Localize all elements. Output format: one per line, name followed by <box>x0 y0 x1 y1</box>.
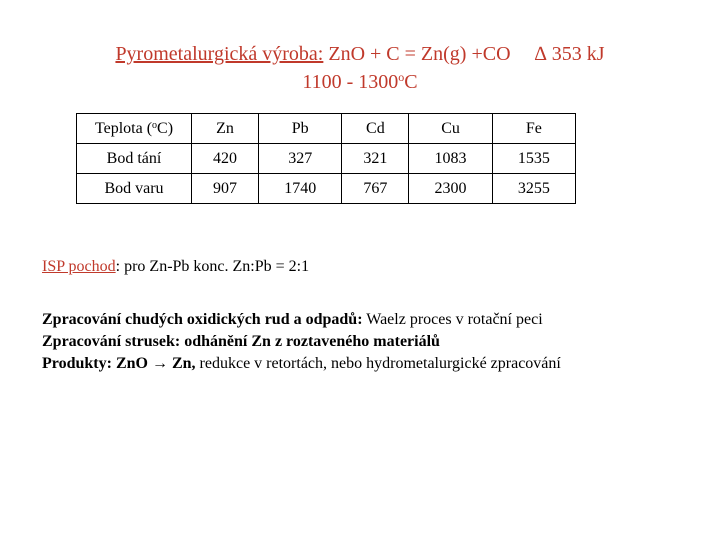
table-header-cell: Pb <box>259 114 342 144</box>
table-cell: 1535 <box>492 144 575 174</box>
table-row <box>77 144 576 174</box>
table-cell: 327 <box>259 144 342 174</box>
isp-process-line <box>42 258 309 276</box>
table-cell: 321 <box>342 144 409 174</box>
table-header-cell: Fe <box>492 114 575 144</box>
processing-line-1-bold: Zpracování chudých oxidických rud a odpadů: <box>42 311 363 328</box>
processing-line-2 <box>42 331 561 353</box>
table-row <box>77 174 576 204</box>
isp-colon: : <box>115 258 121 275</box>
table-row-label: Bod tání <box>77 144 192 174</box>
table-cell: 3255 <box>492 174 575 204</box>
isp-text: pro Zn-Pb konc. Zn:Pb = 2:1 <box>120 258 310 275</box>
table-header-cell: Cd <box>342 114 409 144</box>
processing-line-3 <box>42 353 561 375</box>
title-reaction: ZnO + C = Zn(g) +CO <box>328 43 511 65</box>
processing-line-1 <box>42 309 561 331</box>
title-delta: ∆ 353 kJ <box>534 43 605 65</box>
table-cell: 2300 <box>409 174 492 204</box>
processing-line-1-text: Waelz proces v rotační peci <box>362 311 543 328</box>
title-degree: o <box>398 70 405 84</box>
processing-block <box>42 309 561 375</box>
processing-line-2-bold: Zpracování strusek: odhánění Zn z roztaveného materiálů <box>42 333 440 350</box>
title-line-1 <box>0 40 720 68</box>
table-cell: 420 <box>192 144 259 174</box>
table-header-cell: Zn <box>192 114 259 144</box>
table-cell: 767 <box>342 174 409 204</box>
title-line-2 <box>0 68 720 96</box>
table-header-label: Teplota ($^o$C) <box>77 114 192 144</box>
processing-line-3-text: redukce v retortách, nebo hydrometalurgické zpracování <box>195 355 561 372</box>
table-cell: 1740 <box>259 174 342 204</box>
table-cell: 1083 <box>409 144 492 174</box>
processing-line-3-bold: Produkty: ZnO → Zn, <box>42 355 196 372</box>
table-header-row <box>77 114 576 144</box>
table-row-label: Bod varu <box>77 174 192 204</box>
title-temperature: 1100 - 1300 <box>302 71 399 93</box>
table-header-cell: Cu <box>409 114 492 144</box>
isp-label: ISP pochod <box>42 258 116 275</box>
title-label: Pyrometalurgická výroba: <box>115 43 324 65</box>
table-cell: 907 <box>192 174 259 204</box>
title-unit: C <box>404 71 418 93</box>
slide-title <box>0 40 720 96</box>
metals-table <box>76 113 576 204</box>
